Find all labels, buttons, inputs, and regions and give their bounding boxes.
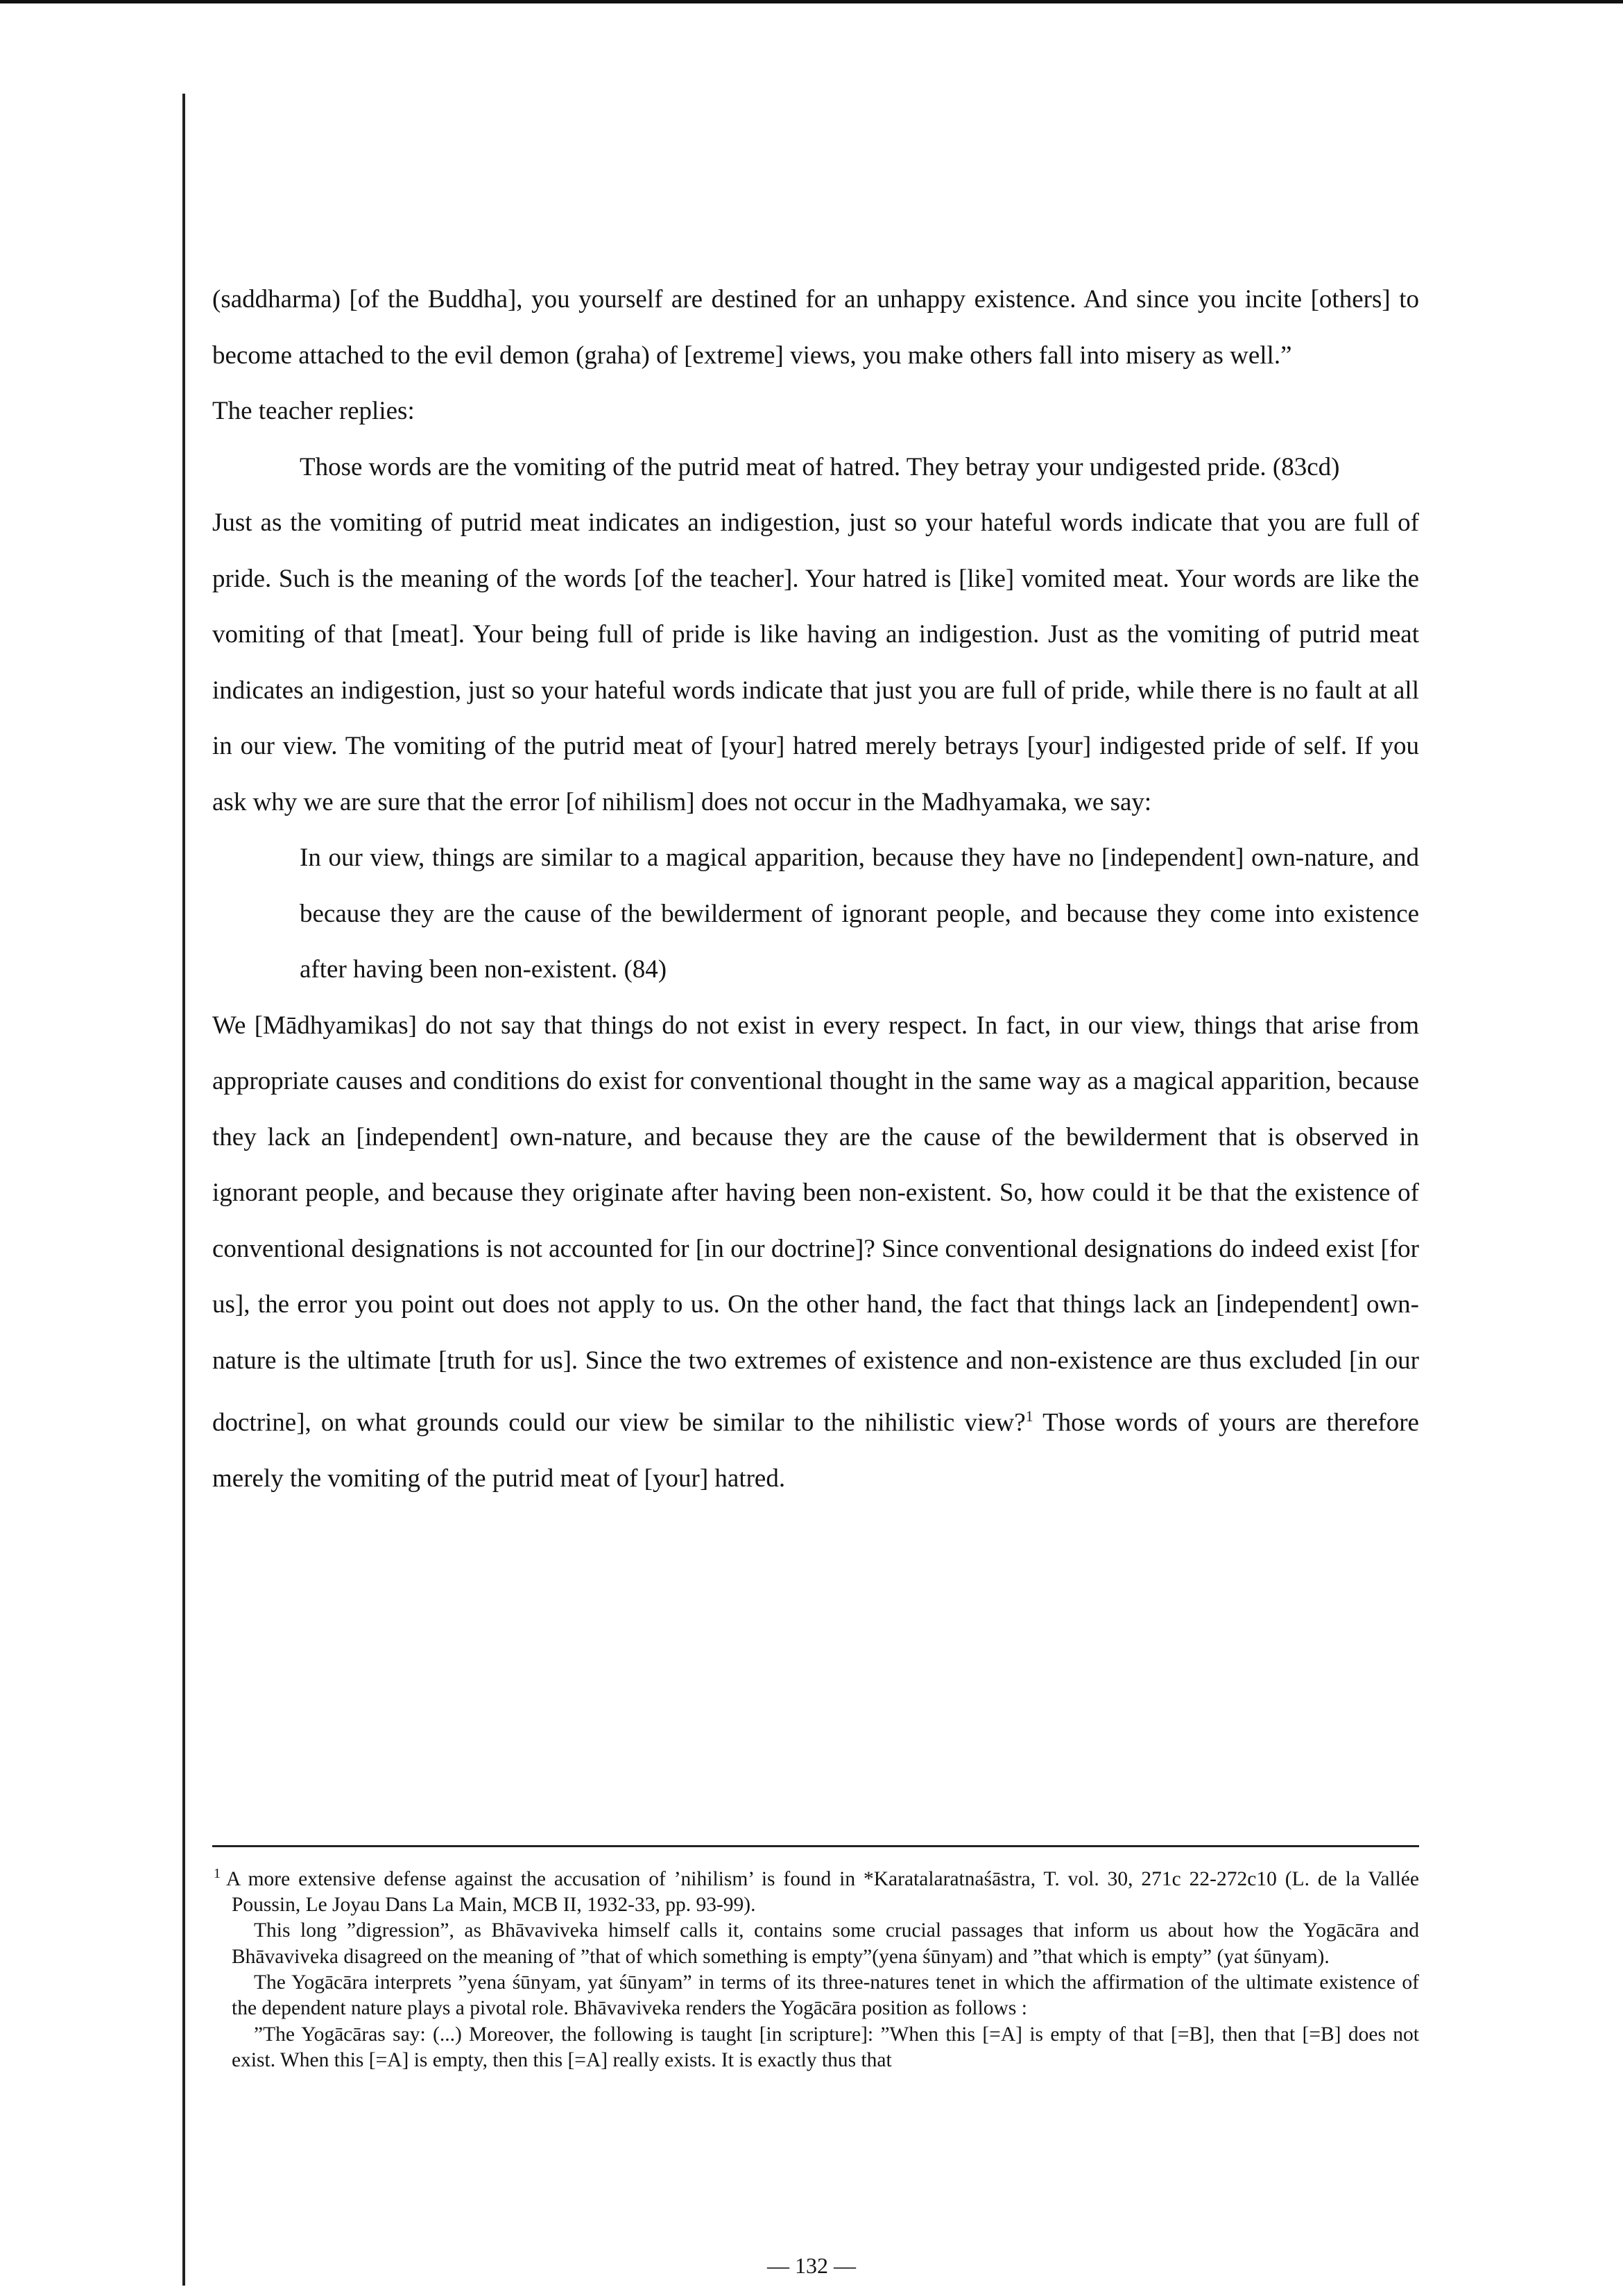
paragraph-3: Just as the vomiting of putrid meat indicates an indigestion, just so your hateful words indicate that you are full of pride. Such is the meaning of the words [of the teacher]. Your hatred is [like] vomited meat. Your words are like the vomiting of that [meat]. Your being full of pride is like having an indigestion. Just as the vomiting of putrid meat indicates an indigestion, just so your hateful words indicate that just you are full of pride, while there is no fault at all in our view. The vomiting of the putrid meat of [your] hatred merely betrays [your] indigested pride of self. If you ask why we are sure that the error [of nihilism] does not occur in the Madhyamaka, we say: [212,508,1419,816]
footnote-paragraph-4: ”The Yogācāras say: (...) Moreover, the following is taught [in scripture]: ”When this [=A] is empty of that [=B], then that [=B] does not exist. When this [=A] is empty, then this [=A] really exists. It is exactly thus that [232,2023,1419,2071]
paragraph-2: The teacher replies: [212,397,415,425]
page-number: — 132 — [767,2253,856,2278]
footnote-1-text: A more extensive defense against the accusation of ’nihilism’ is found in *Karatalaratnaśāstra, T. vol. 30, 271c 22-272c10 (L. de la Vallée Poussin, Le Joyau Dans La Main, MCB II, 1932-33, pp. 93-99). [226,1867,1419,1917]
paragraph-4-ending: Those words of yours are therefore merely the vomiting of the putrid meat of [your] hatred. [212,1408,1419,1493]
footnote-reference: 1 [1025,1407,1033,1425]
paragraph-4-text: We [Mādhyamikas] do not say that things do not exist in every respect. In fact, in our view, things that arise from appropriate causes and conditions do exist for conventional thought in the same way as a magical apparition, because they lack an [independent] own-nature, and because they are the cause of the bewilderment that is observed in ignorant people, and because they originate after having been non-existent. So, how could it be that the existence of conventional designations is not accounted for [in our doctrine]? Since conventional designations do indeed exist [for us], the error you point out does not apply to us. On the other hand, the fact that things lack an [independent] own-nature is the ultimate [truth for us]. Since the two extremes of existence and non-existence are thus excluded [in our doctrine], on what grounds could our view be similar to the nihilistic view? [212,1011,1419,1437]
footnotes [214,1861,1419,2073]
paragraph-1: (saddharma) [of the Buddha], you yourself are destined for an unhappy existence. And since you incite [others] to become attached to the evil demon (graha) of [extreme] views, you make others fall into misery as well.” [212,285,1419,370]
verse-quote-83cd: Those words are the vomiting of the putrid meat of hatred. They betray your undigested pride. (83cd) [300,452,1340,481]
scan-top-edge [0,0,1623,3]
main-text [212,272,1419,1507]
paragraph-4 [212,998,1419,1507]
footnote-1 [214,1861,1419,1918]
footnote-divider [212,1845,1419,1847]
footnote-marker: 1 [214,1866,221,1881]
verse-quote-84: In our view, things are similar to a magical apparition, because they have no [independent] own-nature, and because they are the cause of the bewilderment of ignorant people, and because they come into existence after having been non-existent. (84) [300,843,1419,984]
footnote-paragraph-3: The Yogācāra interprets ”yena śūnyam, yat śūnyam” in terms of its three-natures tenet in which the affirmation of the ultimate existence of the dependent nature plays a pivotal role. Bhāvaviveka renders the Yogācāra position as follows : [232,1971,1419,2020]
scan-binding-line [182,94,185,2286]
footnote-paragraph-2: This long ”digression”, as Bhāvaviveka himself calls it, contains some crucial passages that inform us about how the Yogācāra and Bhāvaviveka disagreed on the meaning of ”that of which something is empty”(yena śūnyam) and ”that which is empty” (yat śūnyam). [232,1919,1419,1968]
